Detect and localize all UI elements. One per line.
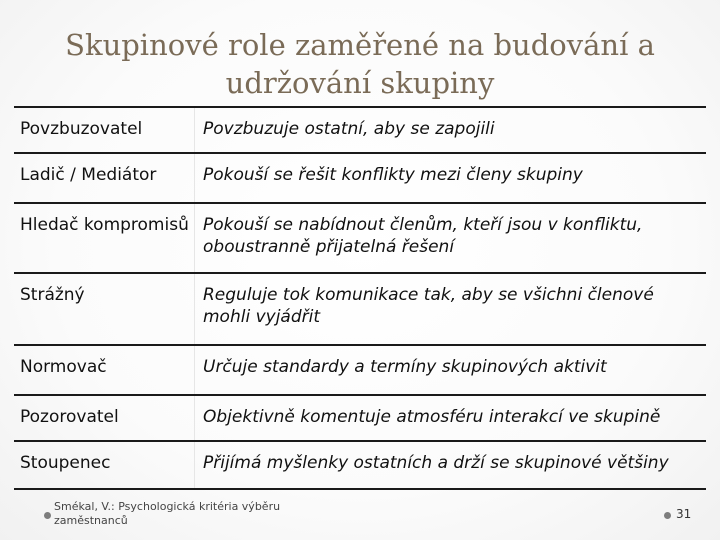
table-row (14, 107, 706, 153)
footer-source: Smékal, V.: Psychologická kritéria výběru zaměstnanců (54, 500, 281, 527)
table-row (14, 345, 706, 395)
roles-table (14, 106, 706, 490)
role-description: Objektivně komentuje atmosféru interakcí ve skupině (195, 395, 707, 441)
table-row (14, 441, 706, 489)
role-name: Stoupenec (14, 441, 195, 489)
role-description: Přijímá myšlenky ostatních a drží se skupinové většiny (195, 441, 707, 489)
role-name: Hledač kompromisů (14, 203, 195, 273)
slide-title: Skupinové role zaměřené na budování a udržování skupiny (65, 28, 655, 100)
role-description: Pokouší se řešit konflikty mezi členy skupiny (195, 153, 707, 203)
role-description: Povzbuzuje ostatní, aby se zapojili (195, 107, 707, 153)
bullet-dot-icon (664, 512, 671, 519)
page-number: 31 (676, 507, 692, 521)
table-row (14, 153, 706, 203)
role-name: Strážný (14, 273, 195, 345)
role-description: Reguluje tok komunikace tak, aby se všichni členové mohli vyjádřit (195, 273, 707, 345)
role-description: Pokouší se nabídnout členům, kteří jsou v konfliktu, oboustranně přijatelná řešení (195, 203, 707, 273)
table-row (14, 203, 706, 273)
role-description: Určuje standardy a termíny skupinových aktivit (195, 345, 707, 395)
role-name: Pozorovatel (14, 395, 195, 441)
table-row (14, 273, 706, 345)
role-name: Normovač (14, 345, 195, 395)
bullet-dot-icon (44, 512, 51, 519)
role-name: Ladič / Mediátor (14, 153, 195, 203)
role-name: Povzbuzovatel (14, 107, 195, 153)
table-row (14, 395, 706, 441)
